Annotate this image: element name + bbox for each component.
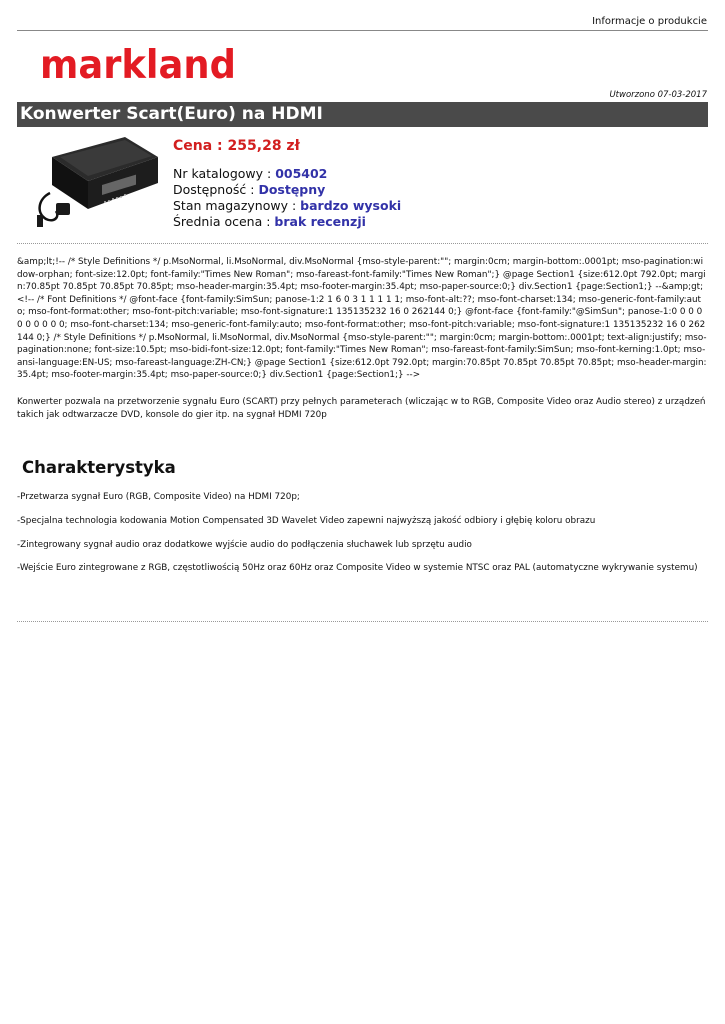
product-image [30, 135, 165, 230]
product-price: Cena : 255,28 zł [173, 138, 300, 154]
feature-item: -Zintegrowany sygnał audio oraz dodatkowe wyjście audio do podłączenia słuchawek lub sprzętu audio [17, 540, 472, 550]
created-date: Utworzono 07-03-2017 [609, 90, 707, 100]
section-heading-characteristics: Charakterystyka [22, 458, 176, 477]
feature-item: -Przetwarza sygnał Euro (RGB, Composite Video) na HDMI 720p; [17, 492, 300, 502]
catalog-number-label: Nr katalogowy : [173, 166, 276, 181]
divider-dotted-top [17, 243, 708, 244]
availability-value: Dostępny [258, 182, 326, 197]
product-description: Konwerter pozwala na przetworzenie sygnału Euro (SCART) przy pełnych parameterach (wliczając w to RGB, Composite Video oraz Audio stereo) z urządzeń takich jak odtwarzacze DVD, konsole do gier itp. na sygnał HDMI 720p [17, 397, 706, 420]
catalog-number-row [173, 166, 401, 182]
markland-logo [40, 40, 240, 88]
product-info [173, 138, 401, 230]
product-title: Konwerter Scart(Euro) na HDMI [17, 102, 708, 127]
feature-item: -Specjalna technologia kodowania Motion Compensated 3D Wavelet Video zapewni najwyższą jakość odbiory i głębię koloru obrazu [17, 516, 596, 526]
page-header-label: Informacje o produkcie [592, 16, 707, 27]
catalog-number-value: 005402 [275, 166, 328, 181]
stock-row [173, 198, 401, 214]
stock-value: bardzo wysoki [300, 198, 402, 213]
availability-label: Dostępność : [173, 182, 259, 197]
rating-row [173, 214, 401, 230]
header-divider [17, 30, 708, 31]
svg-text:markland: markland [40, 43, 236, 88]
rating-value: brak recenzji [274, 214, 366, 229]
divider-dotted-bottom [17, 621, 708, 622]
stock-label: Stan magazynowy : [173, 198, 301, 213]
rating-label: Średnia ocena : [173, 214, 275, 229]
raw-style-code-text: &amp;lt;!-- /* Style Definitions */ p.MsoNormal, li.MsoNormal, div.MsoNormal {mso-style-parent:""; margin:0cm; margin-bottom:.0001pt; mso-pagination:widow-orphan; font-size:12.0pt; font-family:"Times New Roman"; mso-fareast-font-family:"Times New Roman";} @page Section1 {size:612.0pt 792.0pt; margin:70.85pt 70.85pt 70.85pt 70.85pt; mso-header-margin:35.4pt; mso-footer-margin:35.4pt; mso-paper-source:0;} div.Section1 {page:Section1;} --&amp;gt;<!-- /* Font Definitions */ @font-face {font-family:SimSun; panose-1:2 1 6 0 3 1 1 1 1 1; mso-font-alt:??; mso-font-charset:134; mso-generic-font-family:auto; mso-font-format:other; mso-font-pitch:variable; mso-font-signature:1 135135232 16 0 262144 0;} @font-face {font-family:"@SimSun"; panose-1:0 0 0 0 0 0 0 0 0 0; mso-font-charset:134; mso-generic-font-family:auto; mso-font-format:other; mso-font-pitch:variable; mso-font-signature:1 135135232 16 0 262144 0;} /* Style Definitions */ p.MsoNormal, li.MsoNormal, div.MsoNormal {mso-style-parent:""; margin:0cm; margin-bottom:.0001pt; text-align:justify; mso-pagination:none; font-size:10.5pt; mso-bidi-font-size:12.0pt; font-family:"Times New Roman"; mso-fareast-font-family:SimSun; mso-font-kerning:1.0pt; mso-ansi-language:EN-US; mso-fareast-language:ZH-CN;} @page Section1 {size:612.0pt 792.0pt; margin:70.85pt 70.85pt 70.85pt 70.85pt; mso-header-margin:35.4pt; mso-footer-margin:35.4pt; mso-paper-source:0;} div.Section1 {page:Section1;} --> [17, 257, 707, 381]
feature-item: -Wejście Euro zintegrowane z RGB, częstotliwością 50Hz oraz 60Hz oraz Composite Video w systemie NTSC oraz PAL (automatyczne wykrywanie systemu) [17, 563, 698, 573]
availability-row [173, 182, 401, 198]
